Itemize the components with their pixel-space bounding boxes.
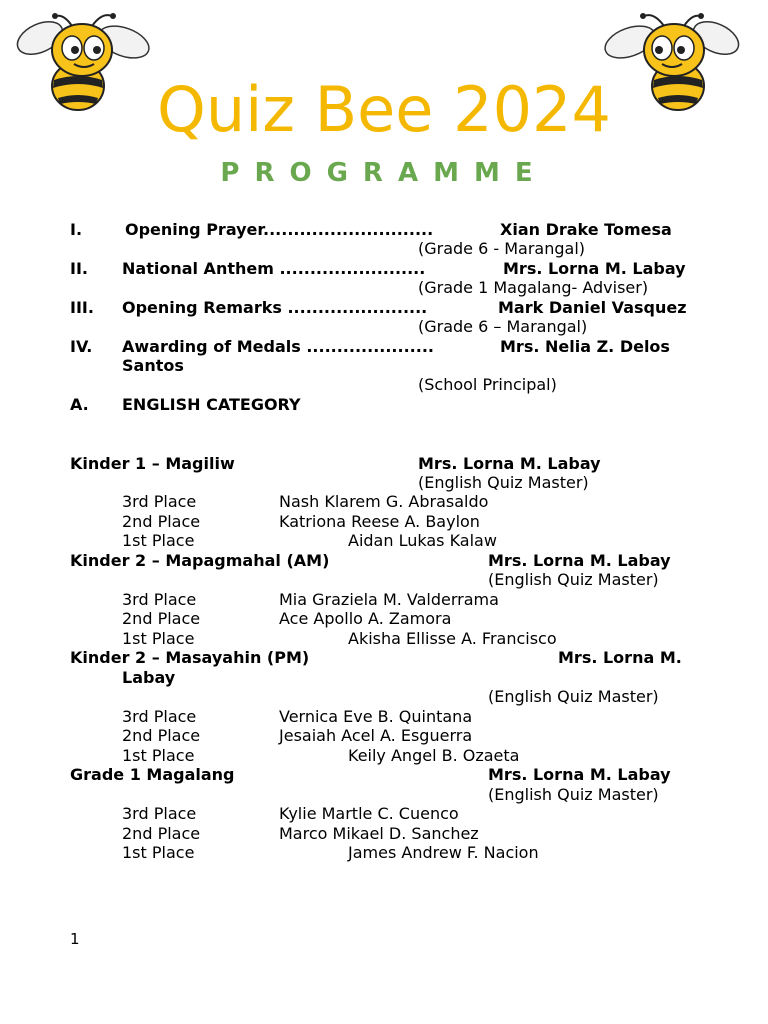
winner-name: Nash Klarem G. Abrasaldo <box>279 492 489 511</box>
program-detail: (Grade 1 Magalang- Adviser) <box>418 278 649 297</box>
program-detail: (Grade 6 – Marangal) <box>418 317 588 336</box>
place-label: 2nd Place <box>122 512 201 531</box>
program-person: Mrs. Lorna M. Labay <box>503 259 686 278</box>
program-person: Mrs. Nelia Z. Delos <box>500 337 670 356</box>
winner-name: James Andrew F. Nacion <box>348 843 539 862</box>
quiz-master-role-row <box>0 785 768 805</box>
quiz-master-role-row <box>0 570 768 590</box>
quiz-master-role: (English Quiz Master) <box>488 687 659 706</box>
program-detail-row <box>0 317 768 337</box>
category-heading <box>0 395 768 415</box>
winner-name: Mia Graziela M. Valderrama <box>279 590 499 609</box>
program-item-label: National Anthem ........................ <box>122 259 426 278</box>
winner-name: Ace Apollo A. Zamora <box>279 609 452 628</box>
program-number: II. <box>70 259 88 278</box>
programme-heading: PROGRAMME <box>220 158 548 188</box>
program-person-cont: Santos <box>122 356 184 375</box>
winner-name: Aidan Lukas Kalaw <box>348 531 497 550</box>
place-label: 3rd Place <box>122 707 197 726</box>
place-label: 1st Place <box>122 531 195 550</box>
place-label: 1st Place <box>122 746 195 765</box>
winner-row <box>0 609 768 629</box>
program-item-label: Awarding of Medals ..................... <box>122 337 434 356</box>
page-title: Quiz Bee 2024 <box>157 73 611 146</box>
winner-name: Akisha Ellisse A. Francisco <box>348 629 557 648</box>
winner-name: Keily Angel B. Ozaeta <box>348 746 520 765</box>
program-person: Mark Daniel Vasquez <box>498 298 687 317</box>
quiz-master-name: Mrs. Lorna M. Labay <box>488 551 671 570</box>
page-number: 1 <box>70 930 80 948</box>
winner-name: Marco Mikael D. Sanchez <box>279 824 479 843</box>
class-name: Kinder 2 – Masayahin (PM) <box>70 648 310 667</box>
class-name: Kinder 2 – Mapagmahal (AM) <box>70 551 330 570</box>
program-item-label: Opening Remarks ....................... <box>122 298 428 317</box>
program-detail-row <box>0 375 768 395</box>
place-label: 2nd Place <box>122 824 201 843</box>
place-label: 1st Place <box>122 843 195 862</box>
program-item <box>0 220 768 240</box>
quiz-master-name-cont: Labay <box>122 668 176 687</box>
class-heading <box>0 454 768 474</box>
winner-row <box>0 804 768 824</box>
class-name: Grade 1 Magalang <box>70 765 235 784</box>
program-number: III. <box>70 298 94 317</box>
winner-row <box>0 726 768 746</box>
place-label: 3rd Place <box>122 590 197 609</box>
winner-row <box>0 492 768 512</box>
winner-row <box>0 843 768 863</box>
quiz-master-role-row <box>0 687 768 707</box>
program-item <box>0 298 768 318</box>
place-label: 2nd Place <box>122 726 201 745</box>
winner-row <box>0 531 768 551</box>
place-label: 3rd Place <box>122 492 197 511</box>
program-detail-row <box>0 278 768 298</box>
winner-row <box>0 590 768 610</box>
category-letter: A. <box>70 395 89 414</box>
winner-name: Kylie Martle C. Cuenco <box>279 804 459 823</box>
category-label: ENGLISH CATEGORY <box>122 395 301 414</box>
quiz-master-name: Mrs. Lorna M. Labay <box>418 454 601 473</box>
quiz-master-name: Mrs. Lorna M. <box>558 648 682 667</box>
winner-row <box>0 629 768 649</box>
program-person: Xian Drake Tomesa <box>500 220 672 239</box>
winner-name: Jesaiah Acel A. Esguerra <box>279 726 473 745</box>
program-item <box>0 337 768 357</box>
program-number: I. <box>70 220 83 239</box>
place-label: 1st Place <box>122 629 195 648</box>
quiz-master-name: Mrs. Lorna M. Labay <box>488 765 671 784</box>
program-item <box>0 259 768 279</box>
winner-row <box>0 824 768 844</box>
quiz-master-name-cont-row <box>0 668 768 688</box>
class-heading <box>0 648 768 668</box>
winner-name: Katriona Reese A. Baylon <box>279 512 480 531</box>
class-name: Kinder 1 – Magiliw <box>70 454 235 473</box>
quiz-master-role: (English Quiz Master) <box>418 473 589 492</box>
program-number: IV. <box>70 337 93 356</box>
place-label: 2nd Place <box>122 609 201 628</box>
program-detail-row <box>0 239 768 259</box>
program-detail: (Grade 6 - Marangal) <box>418 239 586 258</box>
program-item-label: Opening Prayer............................ <box>125 220 434 239</box>
class-heading <box>0 765 768 785</box>
winner-row <box>0 746 768 766</box>
winner-name: Vernica Eve B. Quintana <box>279 707 473 726</box>
program-detail: (School Principal) <box>418 375 557 394</box>
winner-row <box>0 512 768 532</box>
place-label: 3rd Place <box>122 804 197 823</box>
quiz-master-role: (English Quiz Master) <box>488 785 659 804</box>
quiz-master-role-row <box>0 473 768 493</box>
quiz-master-role: (English Quiz Master) <box>488 570 659 589</box>
class-heading <box>0 551 768 571</box>
winner-row <box>0 707 768 727</box>
program-person-cont-row <box>0 356 768 376</box>
